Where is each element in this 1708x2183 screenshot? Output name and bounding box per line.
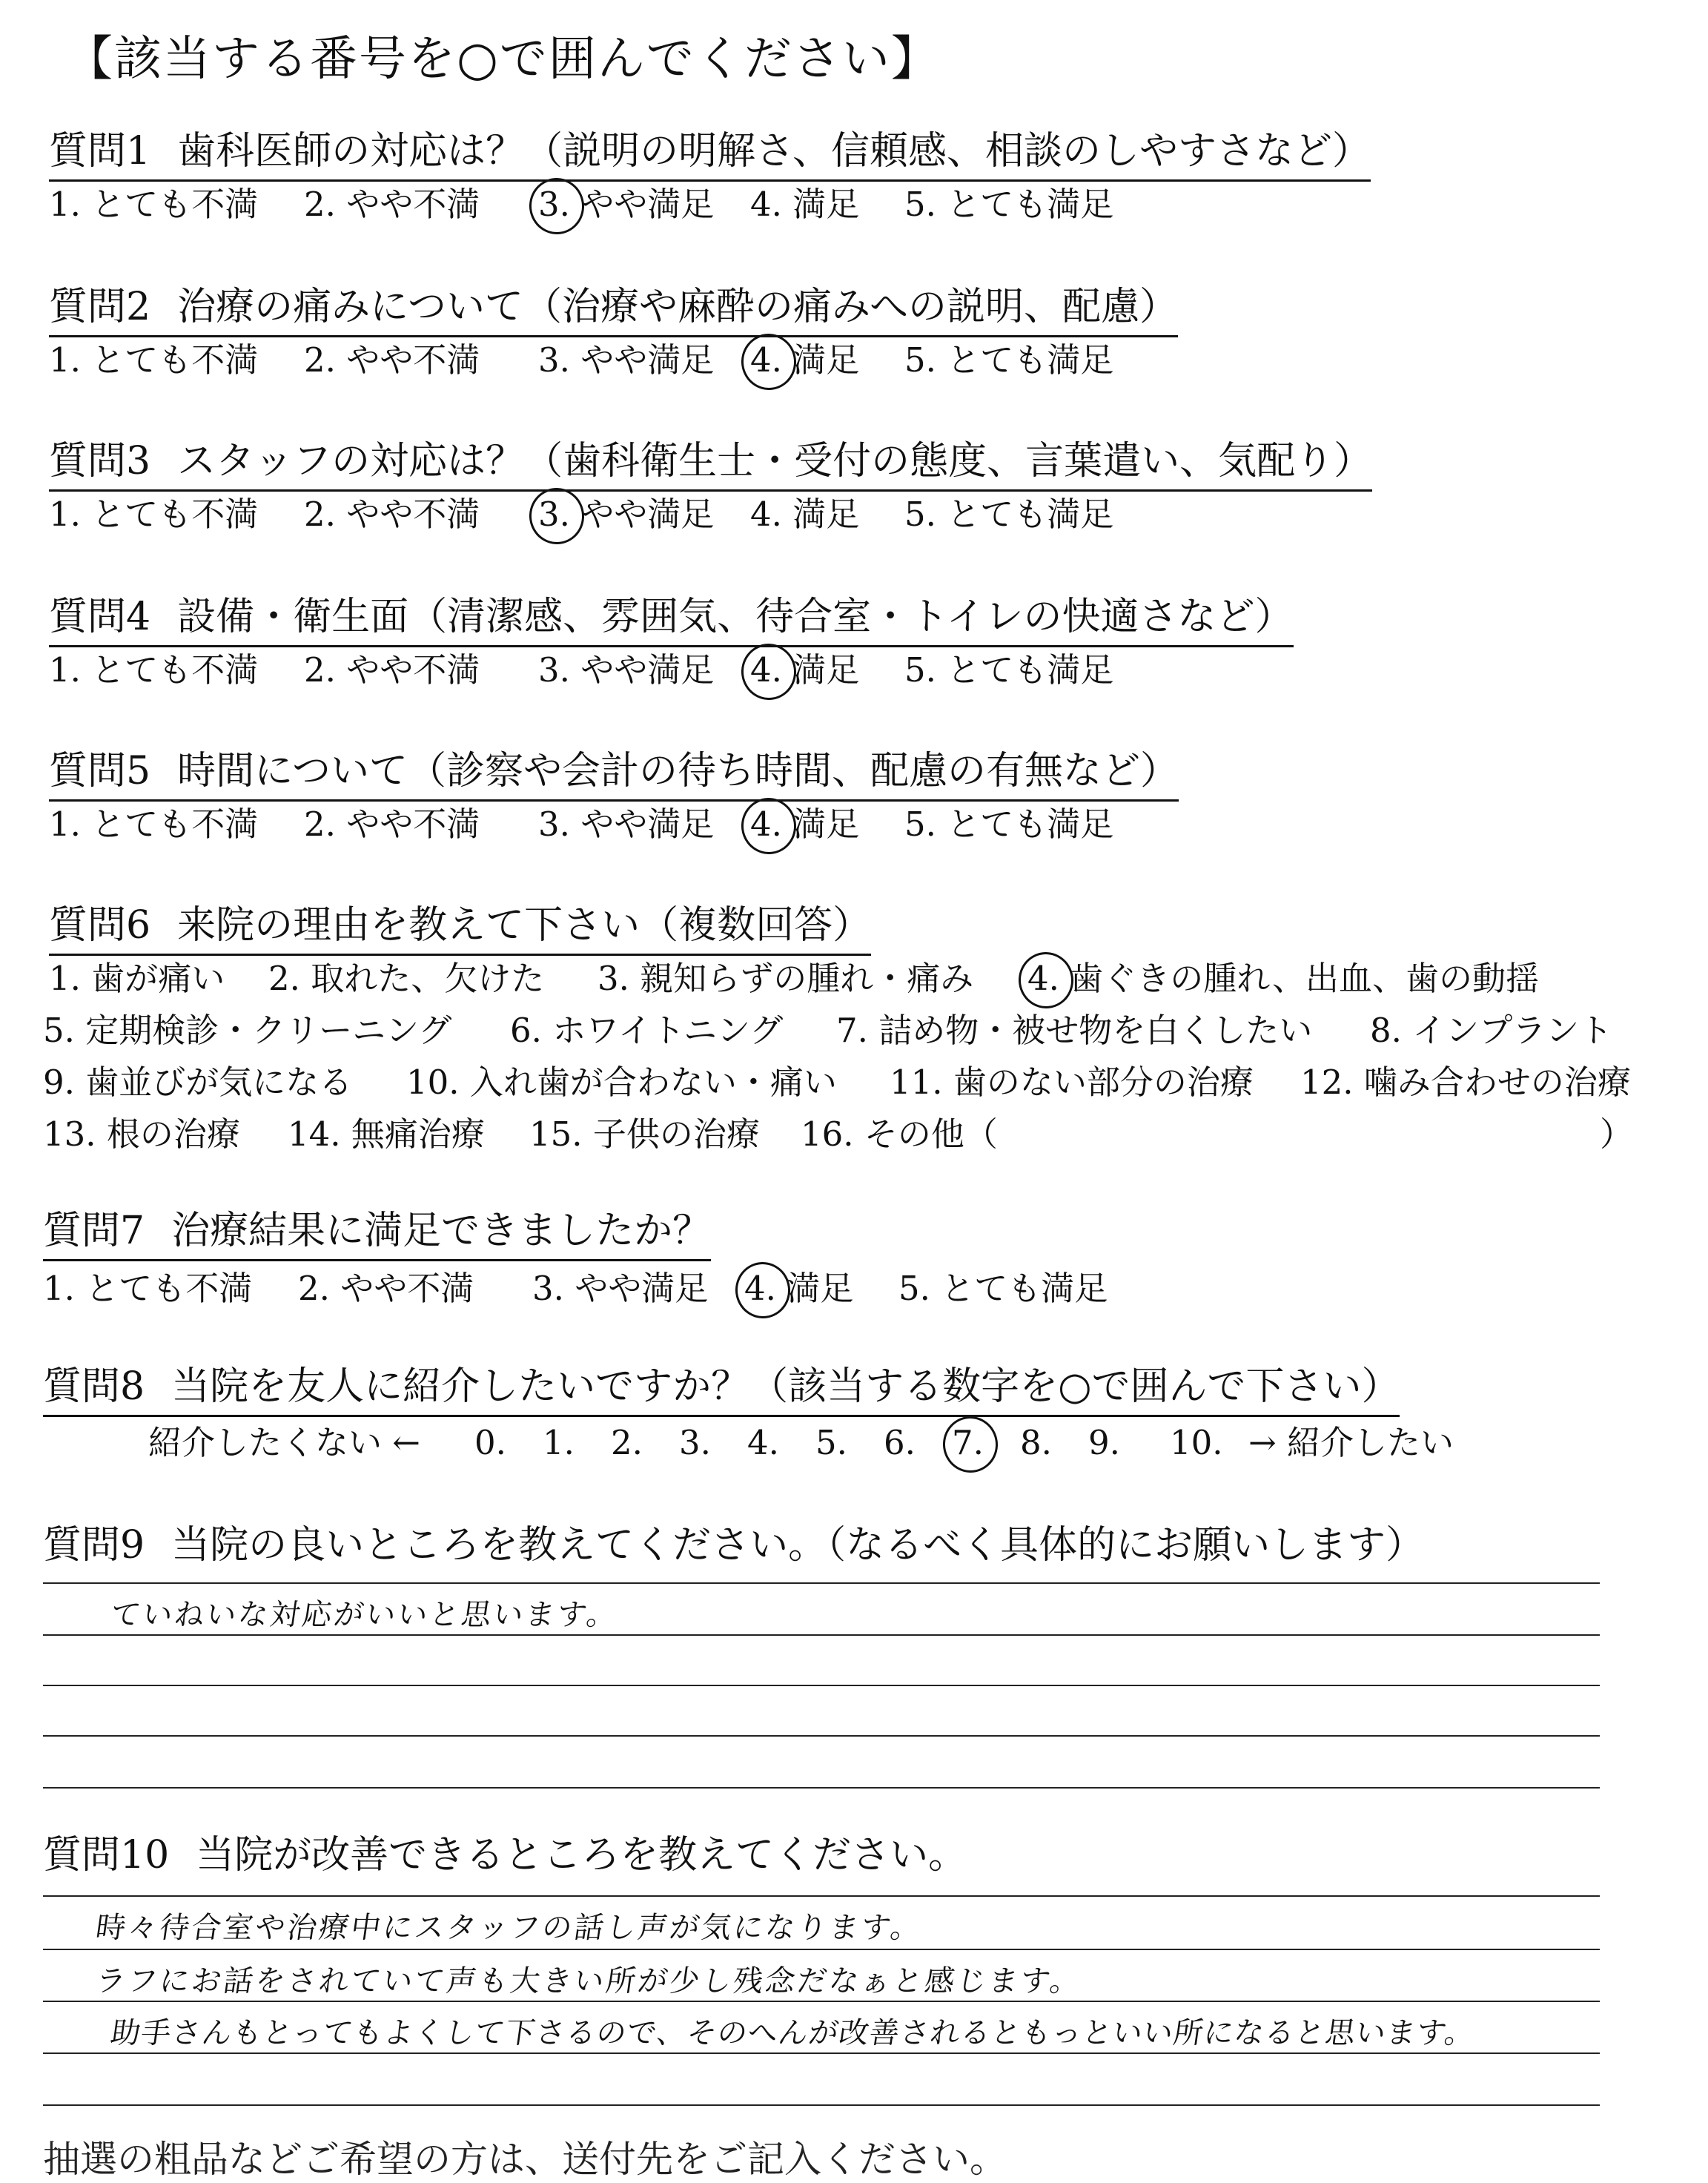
q10-line-1 [43,1895,1600,1897]
q8-option-0[interactable]: 0. [474,1423,506,1462]
q9-number: 質問9 [43,1523,145,1568]
q10-handwritten-line-1[interactable]: 時々待合室や治療中にスタッフの話し声が気になります。 [93,1911,925,1945]
q5-option-1[interactable]: 1. とても不満 [49,805,259,844]
q1-number: 質問1 [49,129,151,174]
q2-title [49,283,1178,337]
q7-title [43,1207,711,1261]
q8-option-9[interactable]: 9. [1088,1423,1120,1462]
q10-line-2 [43,1949,1600,1950]
q5-option-2[interactable]: 2. やや不満 [304,805,480,844]
q7-option-1[interactable]: 1. とても不満 [43,1269,253,1308]
q7-number: 質問7 [43,1209,145,1253]
q7-option-5[interactable]: 5. とても満足 [898,1269,1108,1308]
q4-text: 設備・衛生面（清潔感、雰囲気、待合室・トイレの快適さなど） [177,595,1294,639]
selection-circle [738,640,800,704]
q8-option-8[interactable]: 8. [1020,1423,1052,1462]
selection-circle [1015,948,1077,1012]
q10-handwritten-line-3[interactable]: 助手さんもとってもよくして下さるので、そのへんが改善されるともっといい所になると思います。 [108,2016,1477,2050]
q8-option-10[interactable]: 10. [1170,1423,1223,1462]
selection-circle [526,174,588,238]
q9-handwritten-answer[interactable]: ていねいな対応がいいと思います。 [108,1598,621,1632]
q4-option-1[interactable]: 1. とても不満 [49,650,259,690]
q8-left-label: 紹介したくない ← [148,1423,421,1462]
q4-number: 質問4 [49,595,151,639]
q10-line-5 [43,2104,1600,2106]
q6-option-8[interactable]: 8. インプラント [1370,1011,1613,1050]
q6-text: 来院の理由を教えて下さい（複数回答） [177,903,872,948]
q3-option-1[interactable]: 1. とても不満 [49,495,259,534]
q3-option-3[interactable]: 3. やや満足 [538,494,714,535]
selection-circle [526,484,588,548]
q3-text: スタッフの対応は？（歯科衛生士・受付の態度、言葉遣い、気配り） [177,439,1373,483]
q6-option-4[interactable]: 4. 歯ぐきの腫れ、出血、歯の動揺 [1027,958,1539,1000]
q6-option-12[interactable]: 12. 噛み合わせの治療 [1300,1063,1631,1102]
q8-title [43,1363,1400,1417]
q8-option-3[interactable]: 3. [679,1423,711,1462]
q4-option-2[interactable]: 2. やや不満 [304,650,480,690]
q9-title [43,1522,1424,1569]
q7-option-4[interactable]: 4. 満足 [744,1268,853,1310]
q6-option-1[interactable]: 1. 歯が痛い [49,959,225,998]
q7-option-2[interactable]: 2. やや不満 [298,1269,474,1308]
q1-text: 歯科医師の対応は？（説明の明解さ、信頼感、相談のしやすさなど） [177,129,1371,174]
q6-option-9[interactable]: 9. 歯並びが気になる [43,1063,353,1102]
q6-option-10[interactable]: 10. 入れ歯が合わない・痛い [406,1063,837,1102]
q6-option-16[interactable]: 16. その他（ [801,1114,998,1154]
q5-number: 質問5 [49,749,151,793]
q5-title [49,747,1179,802]
form-header: 【該当する番号を○で囲んでください】 [65,32,940,87]
footer-note: 抽選の粗品などご希望の方は、送付先をご記入ください。 [43,2138,1007,2181]
q3-option-4[interactable]: 4. 満足 [750,495,860,534]
q3-title [49,437,1372,492]
selection-circle [738,330,800,394]
q6-option-2[interactable]: 2. 取れた、欠けた [268,959,545,998]
selection-circle [732,1258,794,1322]
q1-title [49,128,1371,182]
q10-line-4 [43,2052,1600,2054]
q3-option-2[interactable]: 2. やや不満 [304,495,480,534]
q1-option-5[interactable]: 5. とても満足 [904,185,1114,224]
q8-option-5[interactable]: 5. [815,1423,847,1462]
q9-text: 当院の良いところを教えてください。（なるべく具体的にお願いします） [171,1523,1425,1568]
q6-option-15[interactable]: 15. 子供の治療 [529,1114,760,1154]
q8-right-label: → 紹介したい [1248,1423,1454,1462]
q8-number: 質問8 [43,1364,145,1409]
q6-number: 質問6 [49,903,151,948]
q6-option-13[interactable]: 13. 根の治療 [43,1114,240,1154]
q1-option-1[interactable]: 1. とても不満 [49,185,259,224]
q6-title [49,902,871,956]
q6-option-3[interactable]: 3. 親知らずの腫れ・痛み [598,959,974,998]
q5-option-4[interactable]: 4. 満足 [750,804,859,845]
q6-option-5[interactable]: 5. 定期検診・クリーニング [43,1011,452,1050]
q10-line-3 [43,2001,1600,2002]
q9-line-4 [43,1735,1600,1737]
q5-option-5[interactable]: 5. とても満足 [904,805,1114,844]
q9-line-5 [43,1787,1600,1789]
q9-line-2 [43,1634,1600,1636]
q10-number: 質問10 [43,1833,170,1877]
q2-number: 質問2 [49,285,151,329]
q6-option-7[interactable]: 7. 詰め物・被せ物を白くしたい [836,1011,1313,1050]
q4-title [49,593,1294,647]
q1-option-4[interactable]: 4. 満足 [750,185,860,224]
q2-option-3[interactable]: 3. やや満足 [538,340,715,380]
q4-option-5[interactable]: 5. とても満足 [904,650,1114,690]
selection-circle [939,1413,1002,1476]
q2-text: 治療の痛みについて（治療や麻酔の痛みへの説明、配慮） [177,285,1179,329]
q5-option-3[interactable]: 3. やや満足 [538,805,715,844]
q6-option-6[interactable]: 6. ホワイトニング [510,1011,784,1050]
q4-option-4[interactable]: 4. 満足 [750,650,859,691]
q10-text: 当院が改善できるところを教えてください。 [196,1833,967,1877]
q8-option-7[interactable]: 7. [952,1422,984,1464]
q9-line-1 [43,1582,1600,1584]
q8-text: 当院を友人に紹介したいですか？（該当する数字を○で囲んで下さい） [171,1364,1400,1409]
q1-option-3[interactable]: 3. やや満足 [538,184,714,225]
q8-option-6[interactable]: 6. [884,1423,916,1462]
q9-line-3 [43,1685,1600,1686]
q8-option-2[interactable]: 2. [611,1423,643,1462]
q1-option-2[interactable]: 2. やや不満 [304,185,480,224]
q8-option-4[interactable]: 4. [747,1423,779,1462]
q4-option-3[interactable]: 3. やや満足 [538,650,715,690]
q6-option-11[interactable]: 11. 歯のない部分の治療 [890,1063,1254,1102]
selection-circle [738,794,800,858]
q5-text: 時間について（診察や会計の待ち時間、配慮の有無など） [177,749,1179,793]
q10-handwritten-line-2[interactable]: ラフにお話をされていて声も大きい所が少し残念だなぁと感じます。 [93,1964,1085,1998]
q8-option-1[interactable]: 1. [543,1423,575,1462]
q2-option-4[interactable]: 4. 満足 [750,340,859,381]
q3-option-5[interactable]: 5. とても満足 [904,495,1114,534]
q7-option-3[interactable]: 3. やや満足 [532,1269,709,1308]
q6-other-close-paren: ） [1600,1114,1634,1154]
q2-option-2[interactable]: 2. やや不満 [304,340,480,380]
q2-option-5[interactable]: 5. とても満足 [904,340,1114,380]
q7-text: 治療結果に満足できましたか？ [171,1209,712,1253]
q6-option-14[interactable]: 14. 無痛治療 [288,1114,485,1154]
q3-number: 質問3 [49,439,151,483]
q2-option-1[interactable]: 1. とても不満 [49,340,259,380]
q10-title [43,1832,967,1879]
